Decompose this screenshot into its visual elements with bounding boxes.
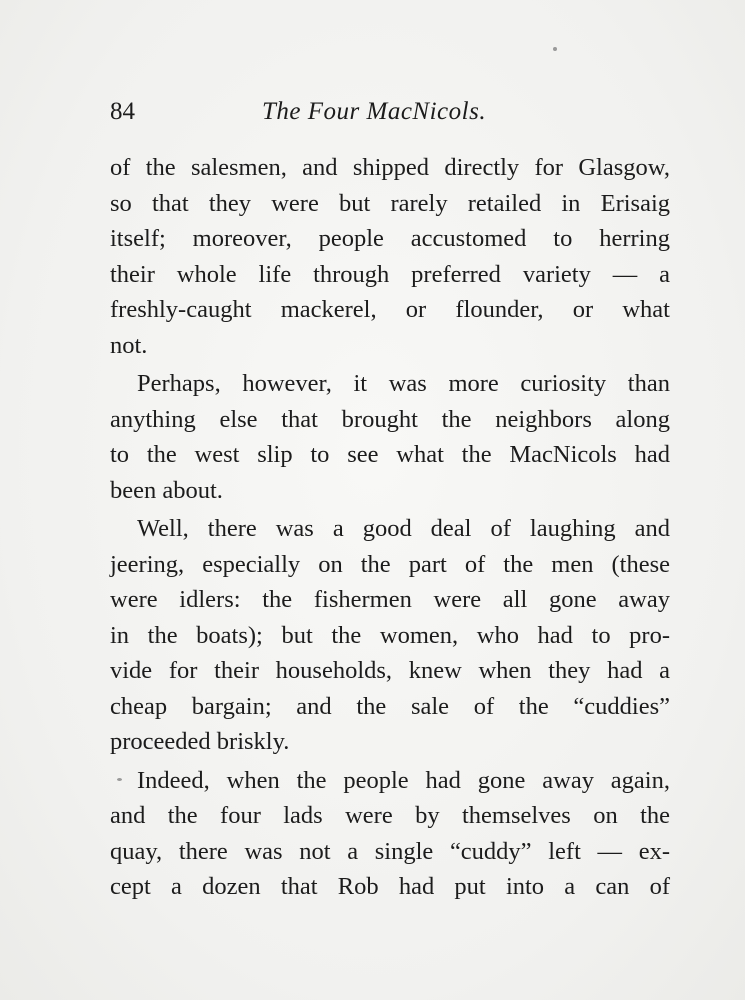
text-line: Well, there was a good deal of laughing and <box>137 515 670 542</box>
paragraph <box>110 150 670 363</box>
text-line: cept a dozen that Rob had put into a can of <box>110 873 670 900</box>
text-line: Perhaps, however, it was more curiosity than <box>137 370 670 397</box>
text-line: itself; moreover, people accustomed to herring <box>110 225 670 252</box>
text-line: Indeed, when the people had gone away again, <box>137 766 670 794</box>
text-line: cheap bargain; and the sale of the “cuddies” <box>110 692 670 720</box>
paragraph <box>110 763 670 905</box>
text-line: to the west slip to see what the MacNicols had <box>110 441 670 468</box>
running-head <box>110 98 670 130</box>
paragraph <box>110 511 670 760</box>
text-line: anything else that brought the neighbors along <box>110 405 670 433</box>
text-line: in the boats); but the women, who had to pro- <box>110 621 670 649</box>
page-number: 84 <box>110 98 135 125</box>
ink-speck <box>553 47 557 51</box>
book-title: The Four MacNicols. <box>262 98 487 125</box>
text-line: vide for their households, knew when they had a <box>110 657 670 684</box>
text-line: were idlers: the fishermen were all gone away <box>110 586 670 613</box>
paragraph <box>110 366 670 508</box>
text-line: jeering, especially on the part of the men (these <box>110 550 670 578</box>
body-text <box>110 150 670 905</box>
text-line: not. <box>110 331 148 359</box>
text-line: quay, there was not a single “cuddy” left — ex- <box>110 837 670 865</box>
text-line: of the salesmen, and shipped directly for Glasgow, <box>110 154 670 181</box>
text-line: been about. <box>110 476 223 504</box>
text-line: and the four lads were by themselves on the <box>110 802 670 829</box>
text-line: proceeded briskly. <box>110 728 290 755</box>
text-line: so that they were but rarely retailed in Erisaig <box>110 189 670 217</box>
text-line: freshly-caught mackerel, or flounder, or what <box>110 296 670 323</box>
text-line: their whole life through preferred variety — a <box>110 260 670 288</box>
